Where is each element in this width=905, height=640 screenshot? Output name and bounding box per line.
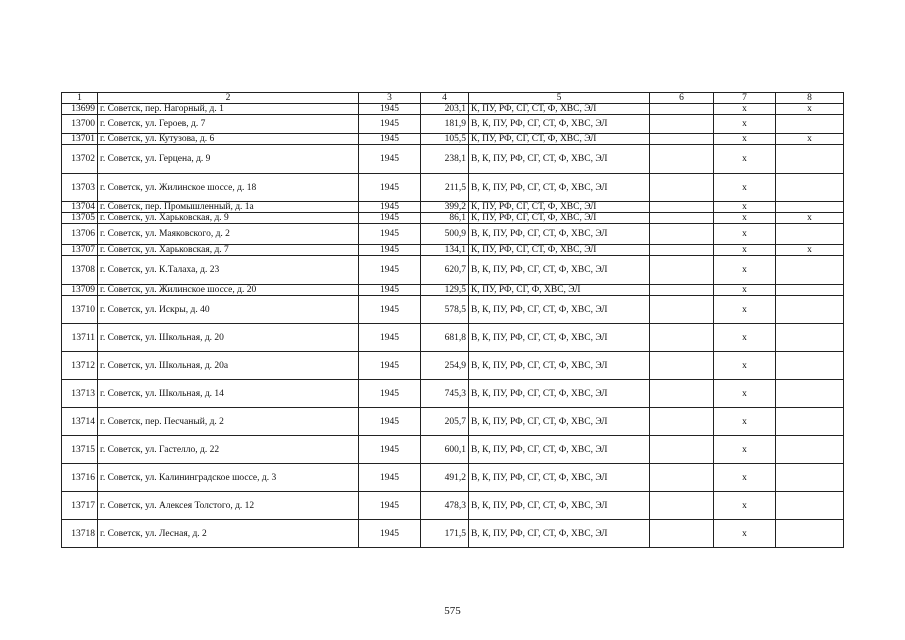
address-cell: г. Советск, ул. Школьная, д. 20а	[98, 352, 359, 380]
elements-cell: К, ПУ, РФ, СГ, СТ, Ф, ХВС, ЭЛ	[469, 213, 650, 224]
area-cell: 105,5	[421, 134, 469, 145]
column-7-cell: х	[714, 464, 776, 492]
column-6-cell	[650, 352, 714, 380]
table-row	[62, 520, 844, 548]
elements-cell: В, К, ПУ, РФ, СГ, СТ, Ф, ХВС, ЭЛ	[469, 324, 650, 352]
column-7-cell: х	[714, 492, 776, 520]
row-number: 13704	[62, 202, 98, 213]
column-7-cell: х	[714, 285, 776, 296]
page-number: 575	[444, 605, 461, 617]
column-8-cell	[776, 224, 844, 245]
housing-table	[61, 92, 844, 548]
year-cell: 1945	[359, 134, 421, 145]
table-body	[62, 104, 844, 548]
area-cell: 211,5	[421, 174, 469, 202]
address-cell: г. Советск, ул. К.Талаха, д. 23	[98, 256, 359, 285]
elements-cell: К, ПУ, РФ, СГ, СТ, Ф, ХВС, ЭЛ	[469, 202, 650, 213]
address-cell: г. Советск, ул. Харьковская, д. 7	[98, 245, 359, 256]
area-cell: 745,3	[421, 380, 469, 408]
column-header: 7	[714, 93, 776, 104]
column-8-cell	[776, 256, 844, 285]
address-cell: г. Советск, ул. Героев, д. 7	[98, 115, 359, 134]
area-cell: 171,5	[421, 520, 469, 548]
column-6-cell	[650, 464, 714, 492]
column-6-cell	[650, 174, 714, 202]
area-cell: 203,1	[421, 104, 469, 115]
year-cell: 1945	[359, 352, 421, 380]
area-cell: 399,2	[421, 202, 469, 213]
year-cell: 1945	[359, 520, 421, 548]
year-cell: 1945	[359, 245, 421, 256]
year-cell: 1945	[359, 145, 421, 174]
column-7-cell: х	[714, 436, 776, 464]
year-cell: 1945	[359, 324, 421, 352]
column-6-cell	[650, 104, 714, 115]
column-7-cell: х	[714, 174, 776, 202]
row-number: 13707	[62, 245, 98, 256]
year-cell: 1945	[359, 492, 421, 520]
column-8-cell: х	[776, 245, 844, 256]
column-8-cell	[776, 285, 844, 296]
column-7-cell: х	[714, 245, 776, 256]
area-cell: 478,3	[421, 492, 469, 520]
column-7-cell: х	[714, 104, 776, 115]
area-cell: 86,1	[421, 213, 469, 224]
elements-cell: В, К, ПУ, РФ, СГ, СТ, Ф, ХВС, ЭЛ	[469, 256, 650, 285]
row-number: 13717	[62, 492, 98, 520]
area-cell: 600,1	[421, 436, 469, 464]
column-header: 2	[98, 93, 359, 104]
elements-cell: В, К, ПУ, РФ, СГ, СТ, Ф, ХВС, ЭЛ	[469, 436, 650, 464]
area-cell: 254,9	[421, 352, 469, 380]
address-cell: г. Советск, ул. Маяковского, д. 2	[98, 224, 359, 245]
elements-cell: В, К, ПУ, РФ, СГ, СТ, Ф, ХВС, ЭЛ	[469, 408, 650, 436]
column-7-cell: х	[714, 296, 776, 324]
table-row	[62, 492, 844, 520]
row-number: 13716	[62, 464, 98, 492]
elements-cell: В, К, ПУ, РФ, СГ, СТ, Ф, ХВС, ЭЛ	[469, 520, 650, 548]
column-6-cell	[650, 324, 714, 352]
year-cell: 1945	[359, 213, 421, 224]
year-cell: 1945	[359, 436, 421, 464]
year-cell: 1945	[359, 408, 421, 436]
column-6-cell	[650, 296, 714, 324]
area-cell: 129,5	[421, 285, 469, 296]
row-number: 13712	[62, 352, 98, 380]
address-cell: г. Советск, ул. Школьная, д. 14	[98, 380, 359, 408]
column-6-cell	[650, 380, 714, 408]
year-cell: 1945	[359, 174, 421, 202]
year-cell: 1945	[359, 202, 421, 213]
row-number: 13701	[62, 134, 98, 145]
row-number: 13702	[62, 145, 98, 174]
column-6-cell	[650, 256, 714, 285]
area-cell: 500,9	[421, 224, 469, 245]
table-row	[62, 324, 844, 352]
row-number: 13699	[62, 104, 98, 115]
address-cell: г. Советск, пер. Промышленный, д. 1а	[98, 202, 359, 213]
address-cell: г. Советск, ул. Кутузова, д. 6	[98, 134, 359, 145]
year-cell: 1945	[359, 115, 421, 134]
address-cell: г. Советск, ул. Жилинское шоссе, д. 20	[98, 285, 359, 296]
year-cell: 1945	[359, 224, 421, 245]
table-row	[62, 464, 844, 492]
column-header: 3	[359, 93, 421, 104]
table-row	[62, 380, 844, 408]
area-cell: 181,9	[421, 115, 469, 134]
elements-cell: В, К, ПУ, РФ, СГ, СТ, Ф, ХВС, ЭЛ	[469, 115, 650, 134]
column-8-cell: х	[776, 134, 844, 145]
row-number: 13715	[62, 436, 98, 464]
elements-cell: К, ПУ, РФ, СГ, СТ, Ф, ХВС, ЭЛ	[469, 134, 650, 145]
column-7-cell: х	[714, 256, 776, 285]
address-cell: г. Советск, ул. Искры, д. 40	[98, 296, 359, 324]
column-8-cell	[776, 492, 844, 520]
elements-cell: В, К, ПУ, РФ, СГ, СТ, Ф, ХВС, ЭЛ	[469, 174, 650, 202]
area-cell: 491,2	[421, 464, 469, 492]
row-number: 13710	[62, 296, 98, 324]
column-8-cell	[776, 520, 844, 548]
column-7-cell: х	[714, 224, 776, 245]
column-8-cell	[776, 296, 844, 324]
elements-cell: К, ПУ, РФ, СГ, Ф, ХВС, ЭЛ	[469, 285, 650, 296]
row-number: 13708	[62, 256, 98, 285]
column-8-cell	[776, 174, 844, 202]
column-6-cell	[650, 285, 714, 296]
table-row	[62, 436, 844, 464]
address-cell: г. Советск, ул. Алексея Толстого, д. 12	[98, 492, 359, 520]
table-row	[62, 256, 844, 285]
elements-cell: В, К, ПУ, РФ, СГ, СТ, Ф, ХВС, ЭЛ	[469, 352, 650, 380]
column-7-cell: х	[714, 145, 776, 174]
elements-cell: К, ПУ, РФ, СГ, СТ, Ф, ХВС, ЭЛ	[469, 104, 650, 115]
column-8-cell	[776, 380, 844, 408]
table-row	[62, 202, 844, 213]
table-row	[62, 408, 844, 436]
address-cell: г. Советск, ул. Школьная, д. 20	[98, 324, 359, 352]
column-7-cell: х	[714, 380, 776, 408]
table-row	[62, 285, 844, 296]
address-cell: г. Советск, пер. Нагорный, д. 1	[98, 104, 359, 115]
column-8-cell: х	[776, 213, 844, 224]
column-7-cell: х	[714, 115, 776, 134]
area-cell: 238,1	[421, 145, 469, 174]
address-cell: г. Советск, ул. Жилинское шоссе, д. 18	[98, 174, 359, 202]
address-cell: г. Советск, ул. Харьковская, д. 9	[98, 213, 359, 224]
table-row	[62, 134, 844, 145]
table-row	[62, 174, 844, 202]
area-cell: 134,1	[421, 245, 469, 256]
column-7-cell: х	[714, 202, 776, 213]
column-7-cell: х	[714, 213, 776, 224]
column-8-cell	[776, 324, 844, 352]
column-8-cell	[776, 408, 844, 436]
area-cell: 681,8	[421, 324, 469, 352]
table-row	[62, 296, 844, 324]
table-row	[62, 213, 844, 224]
column-6-cell	[650, 145, 714, 174]
column-6-cell	[650, 134, 714, 145]
year-cell: 1945	[359, 256, 421, 285]
column-6-cell	[650, 520, 714, 548]
column-header: 8	[776, 93, 844, 104]
row-number: 13711	[62, 324, 98, 352]
row-number: 13718	[62, 520, 98, 548]
table-row	[62, 224, 844, 245]
header-row	[62, 93, 844, 104]
row-number: 13703	[62, 174, 98, 202]
year-cell: 1945	[359, 380, 421, 408]
column-8-cell	[776, 352, 844, 380]
elements-cell: В, К, ПУ, РФ, СГ, СТ, Ф, ХВС, ЭЛ	[469, 380, 650, 408]
year-cell: 1945	[359, 296, 421, 324]
year-cell: 1945	[359, 285, 421, 296]
column-6-cell	[650, 408, 714, 436]
row-number: 13714	[62, 408, 98, 436]
column-6-cell	[650, 492, 714, 520]
elements-cell: В, К, ПУ, РФ, СГ, СТ, Ф, ХВС, ЭЛ	[469, 224, 650, 245]
column-header: 6	[650, 93, 714, 104]
column-6-cell	[650, 436, 714, 464]
elements-cell: К, ПУ, РФ, СГ, СТ, Ф, ХВС, ЭЛ	[469, 245, 650, 256]
row-number: 13705	[62, 213, 98, 224]
table-row	[62, 115, 844, 134]
column-7-cell: х	[714, 352, 776, 380]
address-cell: г. Советск, ул. Гастелло, д. 22	[98, 436, 359, 464]
column-header: 5	[469, 93, 650, 104]
address-cell: г. Советск, ул. Калининградское шоссе, д. 3	[98, 464, 359, 492]
column-8-cell: х	[776, 104, 844, 115]
year-cell: 1945	[359, 464, 421, 492]
column-8-cell	[776, 436, 844, 464]
area-cell: 205,7	[421, 408, 469, 436]
column-6-cell	[650, 202, 714, 213]
table-row	[62, 145, 844, 174]
row-number: 13709	[62, 285, 98, 296]
year-cell: 1945	[359, 104, 421, 115]
address-cell: г. Советск, пер. Песчаный, д. 2	[98, 408, 359, 436]
column-6-cell	[650, 115, 714, 134]
elements-cell: В, К, ПУ, РФ, СГ, СТ, Ф, ХВС, ЭЛ	[469, 145, 650, 174]
table-row	[62, 245, 844, 256]
table-row	[62, 352, 844, 380]
row-number: 13713	[62, 380, 98, 408]
area-cell: 620,7	[421, 256, 469, 285]
elements-cell: В, К, ПУ, РФ, СГ, СТ, Ф, ХВС, ЭЛ	[469, 296, 650, 324]
address-cell: г. Советск, ул. Герцена, д. 9	[98, 145, 359, 174]
row-number: 13700	[62, 115, 98, 134]
column-6-cell	[650, 245, 714, 256]
column-7-cell: х	[714, 134, 776, 145]
column-8-cell	[776, 202, 844, 213]
column-header: 4	[421, 93, 469, 104]
elements-cell: В, К, ПУ, РФ, СГ, СТ, Ф, ХВС, ЭЛ	[469, 464, 650, 492]
table-row	[62, 104, 844, 115]
column-8-cell	[776, 145, 844, 174]
column-7-cell: х	[714, 324, 776, 352]
column-6-cell	[650, 224, 714, 245]
column-6-cell	[650, 213, 714, 224]
elements-cell: В, К, ПУ, РФ, СГ, СТ, Ф, ХВС, ЭЛ	[469, 492, 650, 520]
column-8-cell	[776, 115, 844, 134]
address-cell: г. Советск, ул. Лесная, д. 2	[98, 520, 359, 548]
column-7-cell: х	[714, 408, 776, 436]
row-number: 13706	[62, 224, 98, 245]
column-header: 1	[62, 93, 98, 104]
column-8-cell	[776, 464, 844, 492]
column-7-cell: х	[714, 520, 776, 548]
area-cell: 578,5	[421, 296, 469, 324]
